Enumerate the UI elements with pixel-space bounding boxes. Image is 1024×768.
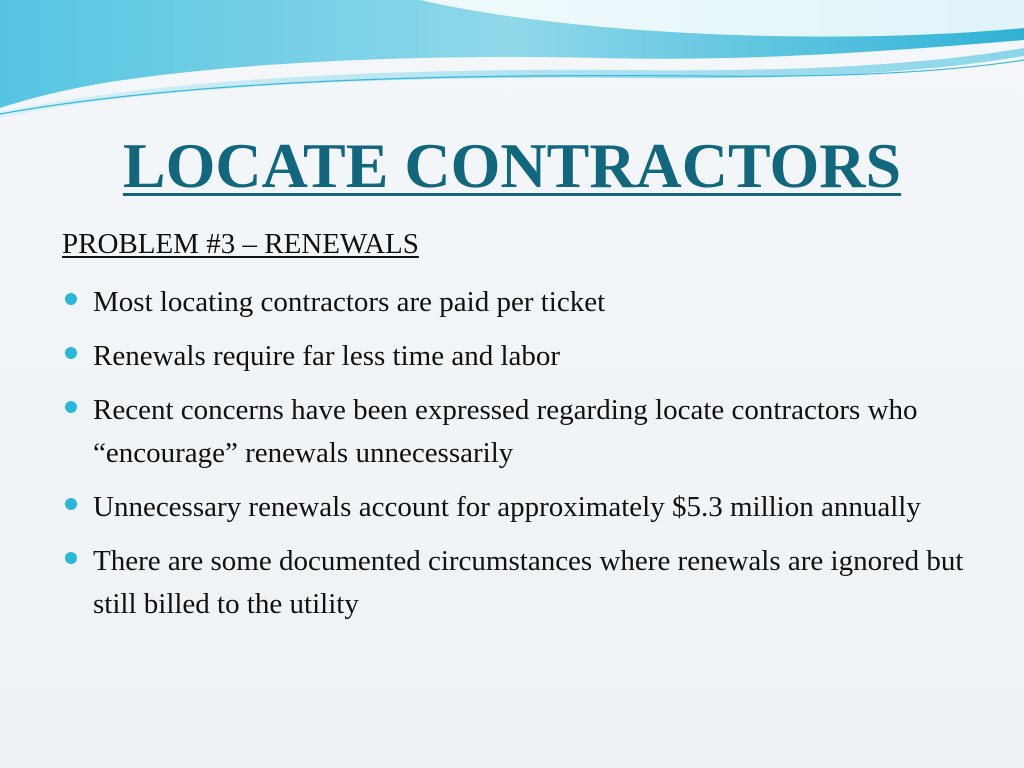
bullet-item xyxy=(62,540,972,626)
problem-subheading: PROBLEM #3 – RENEWALS xyxy=(62,228,419,260)
bullet-text: Most locating contractors are paid per ticket xyxy=(93,286,606,318)
bullet-text: Recent concerns have been expressed regarding locate contractors who “encourage” renewals unnecessarily xyxy=(93,394,918,469)
bullet-text: Unnecessary renewals account for approximately $5.3 million annually xyxy=(93,491,921,523)
bullet-text: Renewals require far less time and labor xyxy=(93,340,561,372)
bullet-dot-icon xyxy=(65,498,77,510)
bullet-dot-icon xyxy=(65,347,77,359)
slide-title: LOCATE CONTRACTORS xyxy=(122,130,902,201)
bullet-item xyxy=(62,486,972,529)
bullet-item xyxy=(62,281,972,324)
bullet-item xyxy=(62,389,972,475)
bullet-item xyxy=(62,335,972,378)
header-wave-decoration xyxy=(0,0,1024,120)
bullet-dot-icon xyxy=(65,401,77,413)
bullet-text: There are some documented circumstances where renewals are ignored but still billed to the utility xyxy=(93,545,964,620)
bullet-list xyxy=(62,281,972,626)
bullet-dot-icon xyxy=(65,552,77,564)
bullet-dot-icon xyxy=(65,293,77,305)
